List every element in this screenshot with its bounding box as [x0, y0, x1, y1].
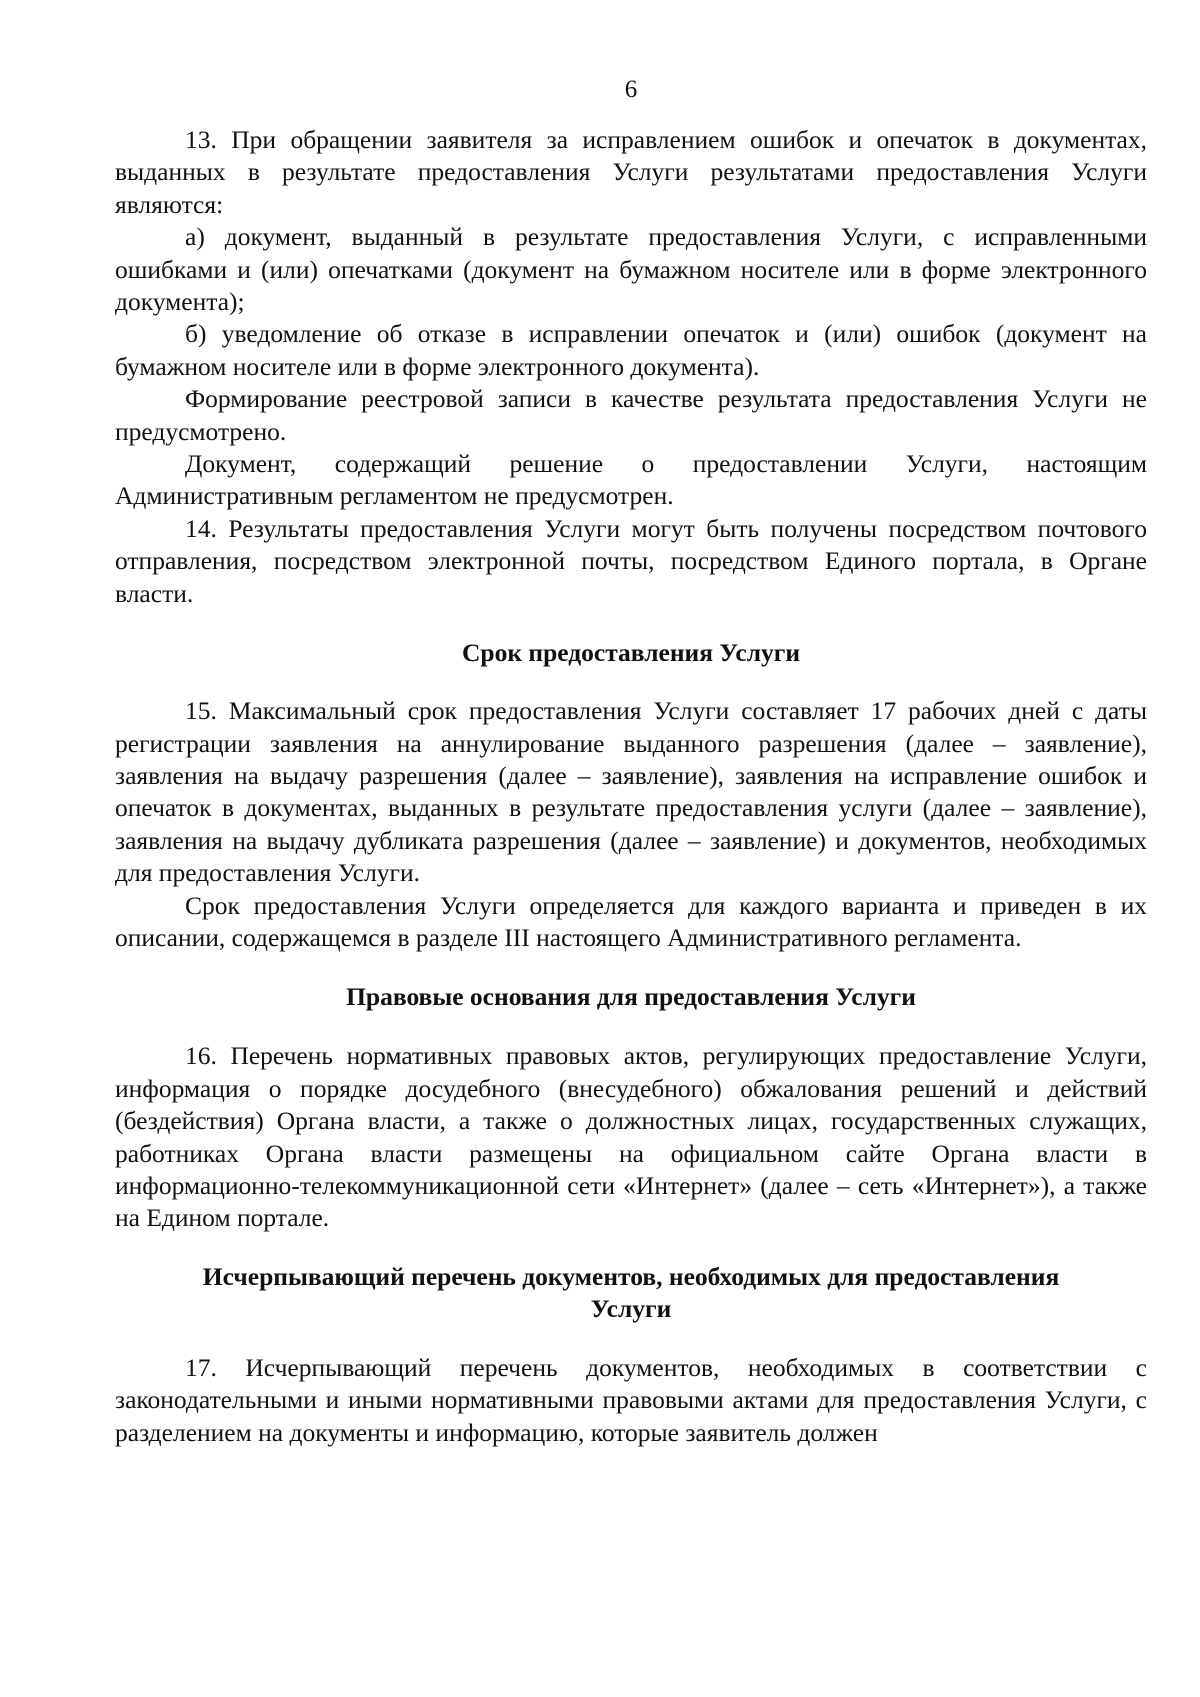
paragraph-16: 16. Перечень нормативных правовых актов, регулирующих предоставление Услуги, информация о порядке досудебного (внесудебного) обжалования решений и действий (бездействия) Органа власти, а также о должностных лицах, государственных служащих, работниках Органа власти размещены на официальном сайте Органа власти в информационно-телекоммуникационной сети «Интернет» (далее – сеть «Интернет»), а также на Едином портале. [115, 1041, 1147, 1233]
paragraph-decision-document: Документ, содержащий решение о предоставлении Услуги, настоящим Административным регламентом не предусмотрен. [115, 449, 1147, 511]
paragraph-term-variants: Срок предоставления Услуги определяется для каждого варианта и приведен в их описании, содержащемся в разделе III настоящего Административного регламента. [115, 890, 1147, 952]
paragraph-15: 15. Максимальный срок предоставления Услуги составляет 17 рабочих дней с даты регистрации заявления на аннулирование выданного разрешения (далее – заявление), заявления на выдачу разрешения (далее – заявление), заявления на исправление ошибок и опечаток в документах, выданных в результате предоставления услуги (далее – заявление), заявления на выдачу дубликата разрешения (далее – заявление) и документов, необходимых для предоставления Услуги. [115, 696, 1147, 888]
paragraph-13: 13. При обращении заявителя за исправлением ошибок и опечаток в документах, выданных в результате предоставления Услуги результатами предоставления Услуги являются: [115, 125, 1147, 219]
section-heading-legal-basis: Правовые основания для предоставления Услуги [346, 982, 916, 1012]
paragraph-13a: а) документ, выданный в результате предоставления Услуги, с исправленными ошибками и (или) опечатками (документ на бумажном носителе или в форме электронного документа); [115, 222, 1147, 317]
document-page [115, 74, 1147, 1449]
paragraph-13b: б) уведомление об отказе в исправлении опечаток и (или) ошибок (документ на бумажном носителе или в форме электронного документа). [115, 319, 1147, 381]
section-heading-term: Срок предоставления Услуги [461, 638, 801, 668]
section-heading-documents-line1: Исчерпывающий перечень документов, необходимых для предоставления [202, 1261, 1060, 1291]
paragraph-14: 14. Результаты предоставления Услуги могут быть получены посредством почтового отправления, посредством электронной почты, посредством Единого портала, в Органе власти. [115, 513, 1147, 608]
section-heading-documents-list [115, 1261, 1147, 1325]
page-number: 6 [624, 76, 638, 103]
paragraph-17: 17. Исчерпывающий перечень документов, необходимых в соответствии с законодательными и иными нормативными правовыми актами для предоставления Услуги, с разделением на документы и информацию, которые заявитель должен [115, 1352, 1147, 1447]
paragraph-registry-record: Формирование реестровой записи в качестве результата предоставления Услуги не предусмотрено. [115, 384, 1147, 446]
section-heading-documents-line2: Услуги [590, 1293, 672, 1323]
